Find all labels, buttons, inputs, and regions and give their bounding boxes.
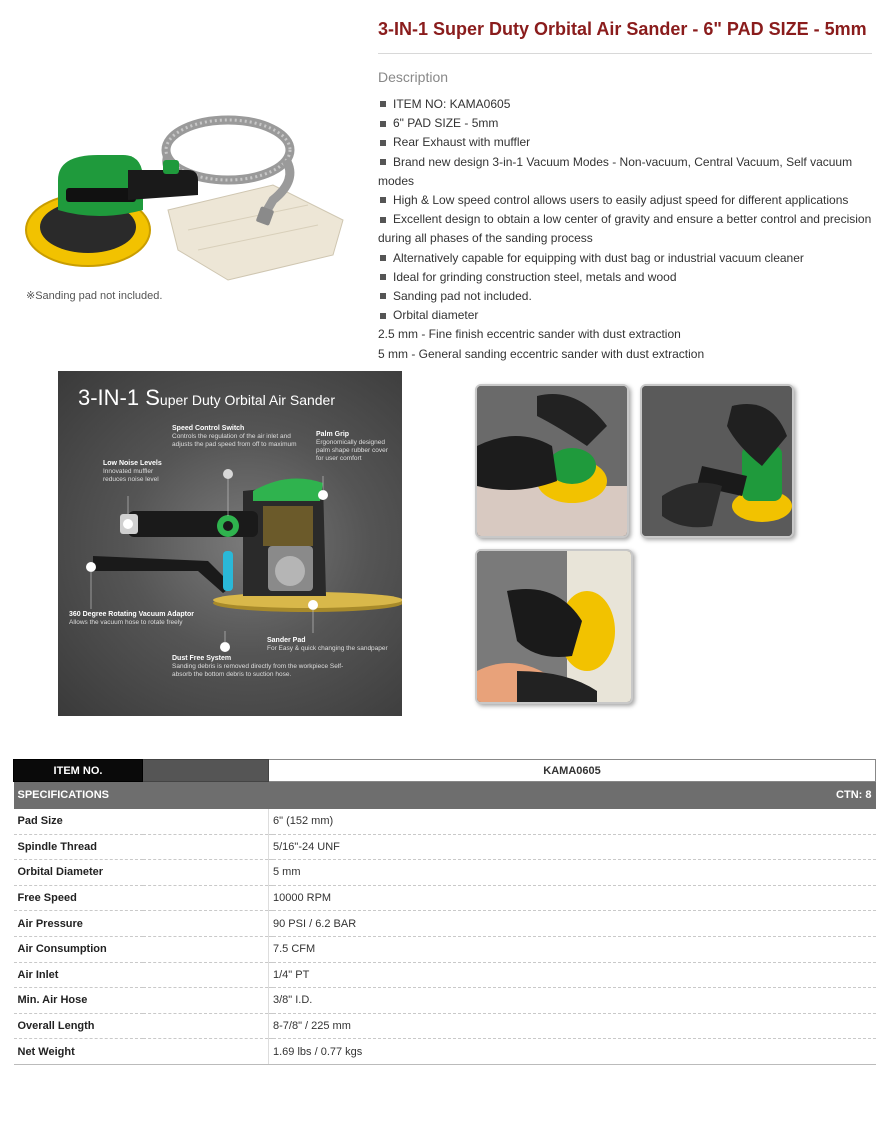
- description-item: High & Low speed control allows users to easily adjust speed for different applications: [378, 191, 872, 210]
- table-row: [14, 936, 876, 962]
- item-number-row: [14, 760, 876, 782]
- spec-value: 8-7/8" / 225 mm: [269, 1013, 876, 1039]
- description-item: Brand new design 3-in-1 Vacuum Modes - Non-vacuum, Central Vacuum, Self vacuum modes: [378, 154, 853, 188]
- product-title: 3-IN-1 Super Duty Orbital Air Sander - 6" PAD SIZE - 5mm: [378, 19, 867, 39]
- specification-table: [13, 759, 876, 1065]
- callout-dust-free: Dust Free System Sanding debris is removed directly from the workpiece Self-absorb the bottom debris to suction hose.: [172, 655, 344, 678]
- callout-speed-control: Speed Control Switch Controls the regulation of the air inlet and adjusts the pad speed from off to maximum: [172, 425, 297, 448]
- callout-sander-pad: Sander Pad For Easy & quick changing the sandpaper: [267, 637, 388, 652]
- description-heading: Description: [378, 69, 449, 85]
- square-bullet-icon: [380, 217, 386, 223]
- table-row: [14, 885, 876, 911]
- usage-photo-2: [640, 384, 794, 538]
- spec-label: Air Consumption: [14, 936, 269, 962]
- table-row: [14, 1013, 876, 1039]
- ctn-quantity: CTN: 8: [269, 782, 876, 809]
- description-item: 6" PAD SIZE - 5mm: [378, 114, 872, 133]
- spec-label: Min. Air Hose: [14, 988, 269, 1014]
- spec-value: 5/16"-24 UNF: [269, 834, 876, 860]
- usage-photo-1: [475, 384, 629, 538]
- description-extra-line: 2.5 mm - Fine finish eccentric sander with dust extraction: [378, 327, 681, 342]
- spec-label: Air Inlet: [14, 962, 269, 988]
- table-row: [14, 860, 876, 886]
- spec-value: 1/4" PT: [269, 962, 876, 988]
- spec-label: Net Weight: [14, 1039, 269, 1065]
- table-row: [14, 1039, 876, 1065]
- description-item: Ideal for grinding construction steel, metals and wood: [378, 268, 872, 287]
- spec-value: 3/8" I.D.: [269, 988, 876, 1014]
- spec-label: Orbital Diameter: [14, 860, 269, 886]
- description-extra-line: 5 mm - General sanding eccentric sander with dust extraction: [378, 346, 705, 361]
- item-no-spacer: [143, 760, 269, 782]
- infographic-title: 3-IN-1 Super Duty Orbital Air Sander: [78, 385, 336, 410]
- specifications-header-row: [14, 782, 876, 809]
- square-bullet-icon: [380, 293, 386, 299]
- description-list: [378, 95, 872, 364]
- spec-label: Overall Length: [14, 1013, 269, 1039]
- spec-value: 7.5 CFM: [269, 936, 876, 962]
- specifications-header: SPECIFICATIONS: [14, 782, 269, 809]
- square-bullet-icon: [380, 255, 386, 261]
- description-item: Sanding pad not included.: [378, 287, 872, 306]
- item-no-label: ITEM NO.: [14, 760, 143, 782]
- spec-value: 90 PSI / 6.2 BAR: [269, 911, 876, 937]
- table-row: [14, 988, 876, 1014]
- square-bullet-icon: [380, 274, 386, 280]
- table-row: [14, 809, 876, 835]
- spec-label: Spindle Thread: [14, 834, 269, 860]
- square-bullet-icon: [380, 101, 386, 107]
- spec-label: Free Speed: [14, 885, 269, 911]
- square-bullet-icon: [380, 197, 386, 203]
- feature-infographic: [58, 371, 402, 716]
- description-item: Alternatively capable for equipping with dust bag or industrial vacuum cleaner: [378, 249, 872, 268]
- spec-value: 1.69 lbs / 0.77 kgs: [269, 1039, 876, 1065]
- item-no-value: KAMA0605: [269, 760, 876, 782]
- square-bullet-icon: [380, 140, 386, 146]
- spec-value: 10000 RPM: [269, 885, 876, 911]
- description-item: Orbital diameter: [378, 306, 872, 325]
- spec-label: Air Pressure: [14, 911, 269, 937]
- spec-value: 6" (152 mm): [269, 809, 876, 835]
- square-bullet-icon: [380, 159, 386, 165]
- description-item: Rear Exhaust with muffler: [378, 133, 872, 152]
- spec-label: Pad Size: [14, 809, 269, 835]
- square-bullet-icon: [380, 121, 386, 127]
- pad-not-included-note: ※Sanding pad not included.: [26, 290, 163, 302]
- title-divider: [378, 53, 872, 54]
- usage-photo-3: [475, 549, 633, 704]
- callout-rotating-adaptor: 360 Degree Rotating Vacuum Adaptor Allows the vacuum hose to rotate freely: [69, 611, 194, 626]
- table-row: [14, 911, 876, 937]
- description-item: ITEM NO: KAMA0605: [378, 95, 872, 114]
- table-row: [14, 834, 876, 860]
- table-row: [14, 962, 876, 988]
- spec-value: 5 mm: [269, 860, 876, 886]
- callout-palm-grip: Palm Grip Ergonomically designed palm shape rubber cover for user comfort: [316, 431, 388, 462]
- callout-low-noise: Low Noise Levels Innovated muffler reduces noise level: [103, 460, 162, 483]
- description-item: Excellent design to obtain a low center of gravity and ensure a better control and precision during all phases of the sanding process: [378, 212, 872, 246]
- square-bullet-icon: [380, 313, 386, 319]
- product-photo: [18, 100, 358, 285]
